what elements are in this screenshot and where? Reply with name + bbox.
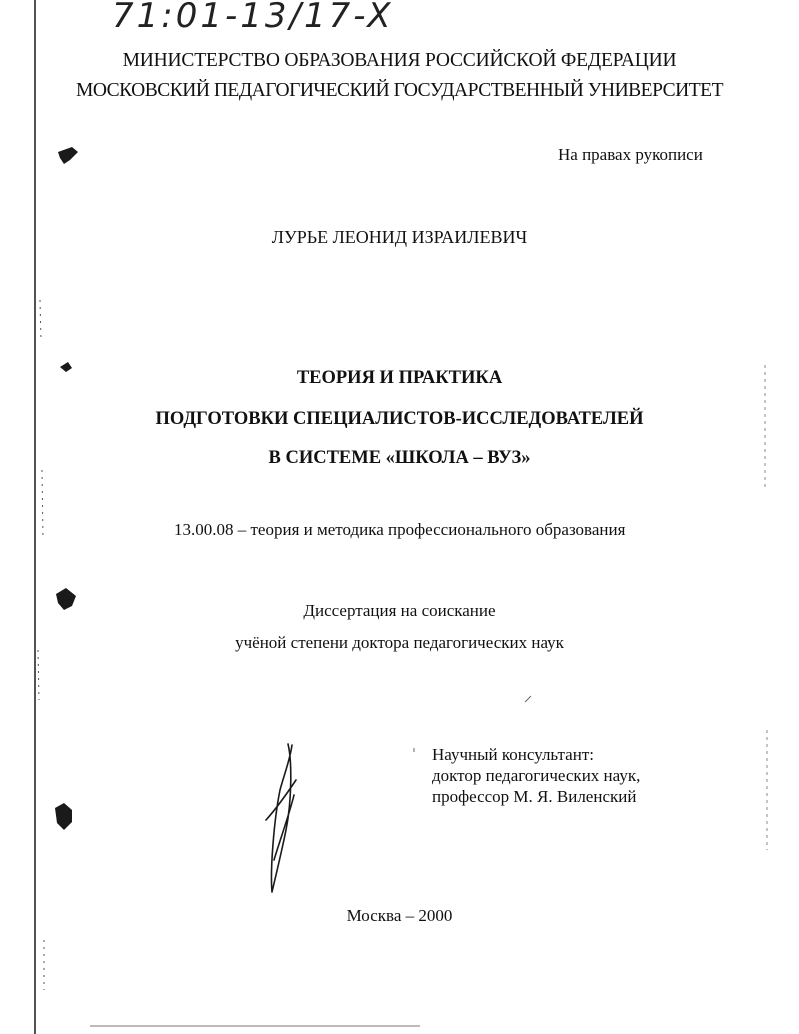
title-line-1: ТЕОРИЯ И ПРАКТИКА <box>296 368 503 388</box>
punch-mark-1 <box>58 147 78 164</box>
specialty-code: 13.00.08 – теория и методика профессионального образования <box>174 520 626 539</box>
university-heading: МОСКОВСКИЙ ПЕДАГОГИЧЕСКИЙ ГОСУДАРСТВЕННЫЙ УНИВЕРСИТЕТ <box>76 80 723 101</box>
consultant-name: профессор М. Я. Виленский <box>432 787 637 806</box>
punch-mark-3 <box>56 588 76 610</box>
left-scan-noise <box>38 300 44 990</box>
manuscript-rights: На правах рукописи <box>558 145 703 164</box>
consultant-label: Научный консультант: <box>432 745 594 764</box>
punch-mark-2 <box>60 362 72 372</box>
ministry-heading: МИНИСТЕРСТВО ОБРАЗОВАНИЯ РОССИЙСКОЙ ФЕДЕРАЦИИ <box>122 50 677 71</box>
dissertation-line-1: Диссертация на соискание <box>303 601 496 620</box>
punch-mark-4 <box>55 803 72 830</box>
author-name: ЛУРЬЕ ЛЕОНИД ИЗРАИЛЕВИЧ <box>271 227 528 247</box>
title-line-2: ПОДГОТОВКИ СПЕЦИАЛИСТОВ-ИССЛЕДОВАТЕЛЕЙ <box>155 409 644 429</box>
dissertation-line-2: учёной степени доктора педагогических наук <box>235 633 564 652</box>
archive-number: 71:01-13/17-X <box>112 0 394 36</box>
city-year: Москва – 2000 <box>346 906 453 925</box>
consultant-degree: доктор педагогических наук, <box>432 766 641 785</box>
title-line-3: В СИСТЕМЕ «ШКОЛА – ВУЗ» <box>268 448 531 468</box>
right-scan-noise <box>765 365 767 850</box>
stray-mark <box>525 696 531 702</box>
signature <box>266 744 296 892</box>
